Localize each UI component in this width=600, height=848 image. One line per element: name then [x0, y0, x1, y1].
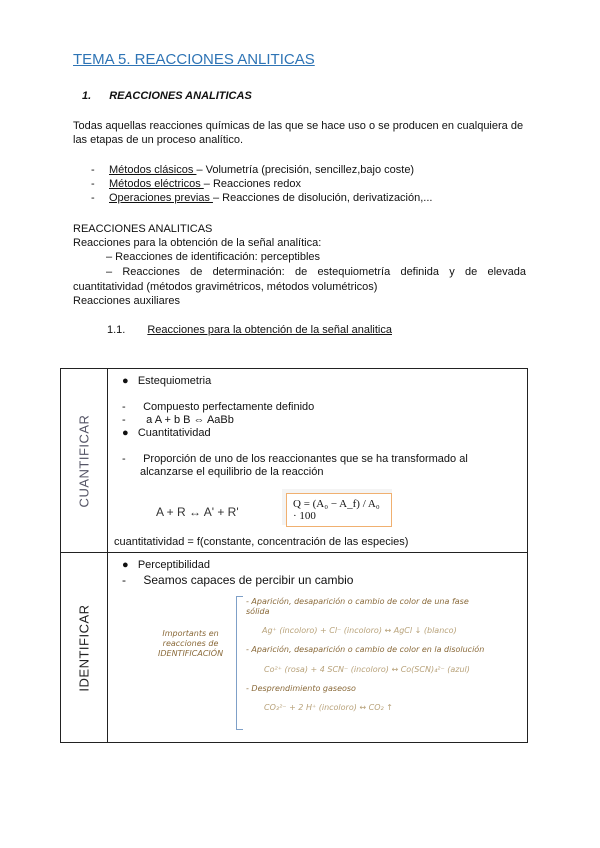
- row-label: CUANTIFICAR: [76, 414, 92, 507]
- bullet-item: ● Estequiometria: [122, 375, 212, 387]
- method-term: Métodos clásicos: [109, 164, 197, 176]
- method-desc: – Reacciones redox: [203, 178, 301, 190]
- dash-text: alcanzarse el equilibrio de la reacción: [140, 466, 324, 478]
- bracket-icon: [236, 596, 243, 730]
- bullet-item: ● Perceptibilidad: [122, 559, 210, 571]
- method-desc: – Volumetría (precisión, sencillez,bajo coste): [196, 164, 415, 176]
- dash-text: a A + b B ⇔ AaBb: [146, 414, 234, 426]
- method-term: Operaciones previas: [109, 192, 213, 204]
- handwritten-line: sólida: [246, 607, 270, 616]
- bullet-text: Perceptibilidad: [137, 559, 210, 571]
- dash-item: - Compuesto perfectamente definido: [122, 401, 315, 413]
- section-line: Reacciones auxiliares: [73, 295, 180, 307]
- formula-image: [282, 489, 392, 525]
- dash-text: Seamos capaces de percibir un cambio: [143, 573, 354, 587]
- subsection-text: Reacciones para la obtención de la señal analitica: [147, 324, 392, 336]
- bullet-item: ● Cuantitatividad: [122, 427, 211, 439]
- subsection-heading: [107, 324, 392, 336]
- section-line: – Reacciones de determinación: de estequiometría definida y de elevada: [106, 266, 526, 278]
- footer-text: cuantitatividad = f(constante, concentración de las especies): [114, 536, 409, 548]
- method-term: Métodos eléctricos: [109, 178, 204, 190]
- heading-number: 1.: [82, 90, 92, 102]
- section-line: – Reacciones de identificación: perceptibles: [106, 251, 321, 263]
- heading-text: REACCIONES ANALITICAS: [109, 90, 252, 102]
- row-label-cell: [61, 553, 108, 743]
- note-line: Importants en: [162, 629, 219, 638]
- note-line: IDENTIFICACIÓN: [158, 649, 224, 658]
- section-heading: [82, 90, 270, 102]
- intro-line-1: Todas aquellas reacciones químicas de las que se hace uso o se producen en cualquiera de: [73, 120, 524, 132]
- handwritten-line: Ag⁺ (incoloro) + Cl⁻ (incoloro) ↔ AgCl ↓ (blanco): [262, 626, 457, 635]
- method-item: - Operaciones previas – Reacciones de disolución, derivatización,...: [91, 192, 433, 204]
- note-line: reacciones de: [162, 639, 219, 648]
- method-item: - Métodos eléctricos – Reacciones redox: [91, 178, 301, 190]
- intro-line-2: las etapas de un proceso analítico.: [73, 134, 244, 146]
- equation-image: A + R ↔ A' + R': [156, 505, 239, 519]
- dash-item: - Seamos capaces de percibir un cambio: [122, 573, 354, 587]
- formula-text: Q = (A₀ − A_f) / A₀ · 100: [286, 493, 392, 527]
- row-label: IDENTIFICAR: [76, 603, 92, 692]
- section-line: cuantitatividad (métodos gravimétricos, métodos volumétricos): [73, 281, 378, 293]
- row-label-cell: [61, 369, 108, 553]
- section-title: REACCIONES ANALITICAS: [73, 223, 213, 235]
- bullet-text: Estequiometria: [137, 375, 212, 387]
- handwritten-line: - Desprendimiento gaseoso: [246, 684, 356, 693]
- dash-text: Proporción de uno de los reaccionantes que se ha transformado al: [143, 453, 468, 465]
- handwritten-line: Co²⁺ (rosa) + 4 SCN⁻ (incoloro) ↔ Co(SCN)₄²⁻ (azul): [264, 665, 470, 674]
- dash-text: Compuesto perfectamente definido: [143, 401, 315, 413]
- page-title: TEMA 5. REACCIONES ANLITICAS: [73, 51, 315, 68]
- handwritten-line: - Aparición, desaparición o cambio de color en la disolución: [246, 645, 485, 654]
- handwritten-note: [158, 629, 223, 659]
- method-item: - Métodos clásicos – Volumetría (precisión, sencillez,bajo coste): [91, 164, 415, 176]
- bullet-text: Cuantitatividad: [137, 427, 211, 439]
- subsection-number: 1.1.: [107, 324, 126, 336]
- method-desc: – Reacciones de disolución, derivatización,...: [212, 192, 433, 204]
- handwritten-line: - Aparición, desaparición o cambio de color de una fase: [246, 597, 469, 606]
- dash-item: - a A + b B ⇔ AaBb: [122, 414, 234, 426]
- content-cell: [108, 369, 528, 553]
- content-cell: [108, 553, 528, 743]
- dash-item: - Proporción de uno de los reaccionantes que se ha transformado al: [122, 453, 468, 465]
- table-row: [61, 369, 528, 553]
- handwritten-line: CO₃²⁻ + 2 H⁺ (incoloro) ↔ CO₂ ↑: [264, 703, 393, 712]
- reactions-table: [60, 368, 528, 743]
- table-row: [61, 553, 528, 743]
- section-line: Reacciones para la obtención de la señal analítica:: [73, 237, 322, 249]
